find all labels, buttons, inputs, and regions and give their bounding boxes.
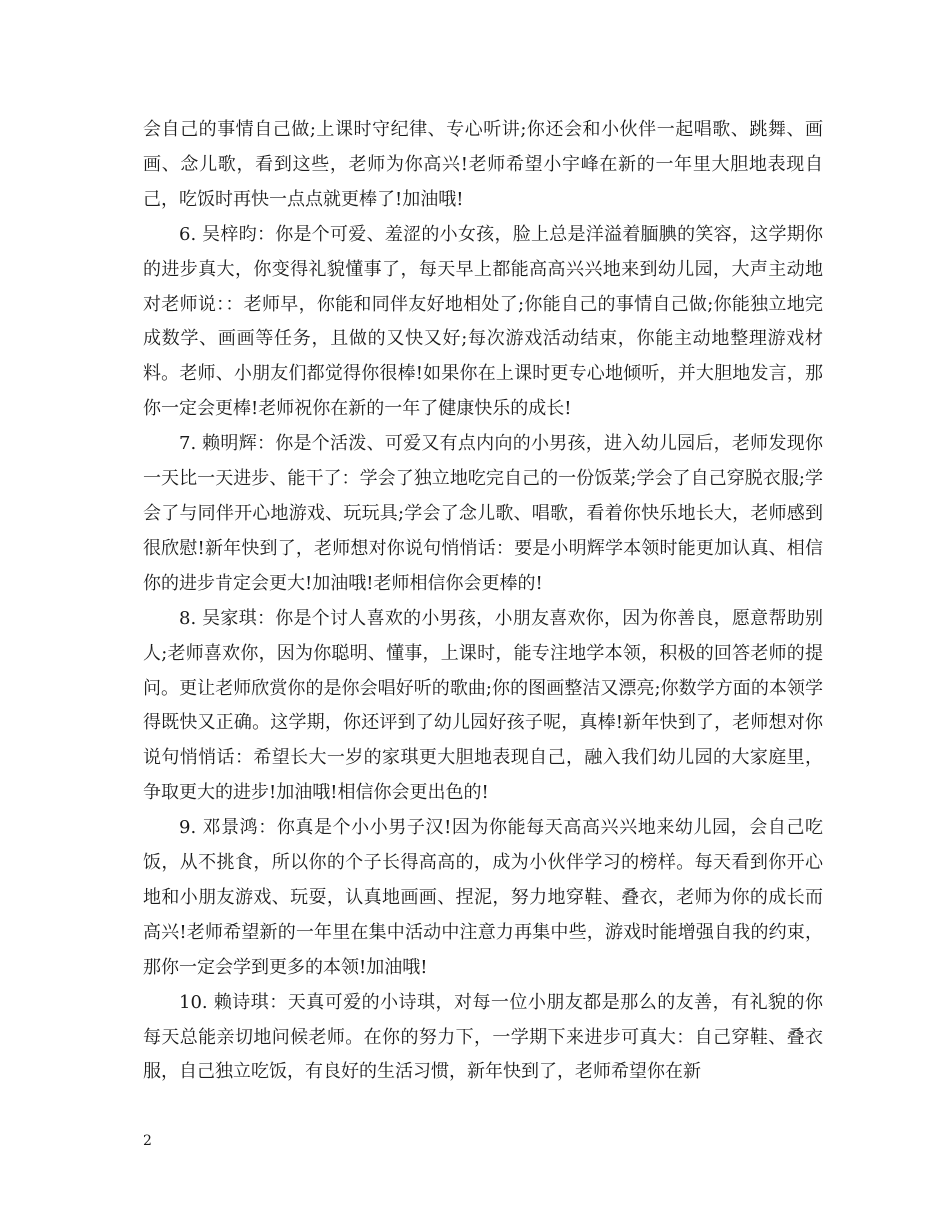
paragraph-comment-10: 10. 赖诗琪：天真可爱的小诗琪，对每一位小朋友都是那么的友善，有礼貌的你每天总能亲切地问候老师。在你的努力下，一学期下来进步可真大：自己穿鞋、叠衣服，自己独立吃饭，有良好的生活习惯，新年快到了，老师希望你在新: [143, 991, 823, 1083]
paragraph-comment-8: 8. 吴家琪：你是个讨人喜欢的小男孩，小朋友喜欢你，因为你善良，愿意帮助别人;老师喜欢你，因为你聪明、懂事，上课时，能专注地学本领，积极的回答老师的提问。更让老师欣赏你的是你会唱好听的歌曲;你的图画整洁又漂亮;你数学方面的本领学得既快又正确。这学期，你还评到了幼儿园好孩子呢，真棒!新年快到了，老师想对你说句悄悄话：希望长大一岁的家琪更大胆地表现自己，融入我们幼儿园的大家庭里，争取更大的进步!加油哦!相信你会更出色的!: [143, 607, 823, 804]
paragraph-comment-7: 7. 赖明辉：你是个活泼、可爱又有点内向的小男孩，进入幼儿园后，老师发现你一天比一天进步、能干了：学会了独立地吃完自己的一份饭菜;学会了自己穿脱衣服;学会了与同伴开心地游戏、玩玩具;学会了念儿歌、唱歌，看着你快乐地长大，老师感到很欣慰!新年快到了，老师想对你说句悄悄话：要是小明辉学本领时能更加认真、相信你的进步肯定会更大!加油哦!老师相信你会更棒的!: [143, 433, 823, 594]
body-text: [143, 113, 823, 1090]
paragraph-comment-9: 9. 邓景鸿：你真是个小小男子汉!因为你能每天高高兴兴地来幼儿园，会自己吃饭，从不挑食，所以你的个子长得高高的，成为小伙伴学习的榜样。每天看到你开心地和小朋友游戏、玩耍，认真地画画、捏泥，努力地穿鞋、叠衣，老师为你的成长而高兴!老师希望新的一年里在集中活动中注意力再集中些，游戏时能增强自我的约束，那你一定会学到更多的本领!加油哦!: [143, 817, 823, 978]
paragraph-comment-6: 6. 吴梓昀：你是个可爱、羞涩的小女孩，脸上总是洋溢着腼腆的笑容，这学期你的进步真大，你变得礼貌懂事了，每天早上都能高高兴兴地来到幼儿园，大声主动地对老师说：：老师早，你能和同伴友好地相处了;你能自己的事情自己做;你能独立地完成数学、画画等任务，且做的又快又好;每次游戏活动结束，你能主动地整理游戏材料。老师、小朋友们都觉得你很棒!如果你在上课时更专心地倾听，并大胆地发言，那你一定会更棒!老师祝你在新的一年了健康快乐的成长!: [143, 223, 823, 420]
page-number: 2: [143, 1133, 152, 1149]
paragraph-continuation: 会自己的事情自己做;上课时守纪律、专心听讲;你还会和小伙伴一起唱歌、跳舞、画画、念儿歌，看到这些，老师为你高兴!老师希望小宇峰在新的一年里大胆地表现自己，吃饭时再快一点点就更棒了!加油哦!: [143, 119, 823, 210]
